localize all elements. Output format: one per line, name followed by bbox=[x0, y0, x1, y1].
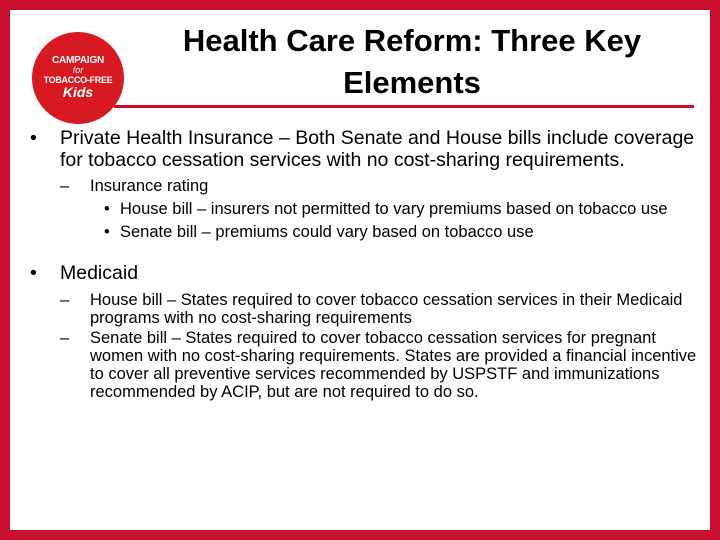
bullet-private-health-insurance bbox=[30, 128, 698, 171]
title-divider bbox=[114, 105, 694, 108]
sub-bullet-text: House bill – States required to cover tobacco cessation services in their Medicaid programs with no cost-sharing requirements bbox=[90, 290, 683, 327]
sub-bullet-senate-bill-medicaid bbox=[30, 329, 698, 401]
dash-marker: – bbox=[60, 177, 70, 195]
bullet-text: Medicaid bbox=[60, 262, 139, 284]
logo-line-2: for bbox=[72, 65, 84, 76]
sub-bullet-text: Senate bill – States required to cover tobacco cessation services for pregnant women with no cost-sharing requirements. States are provided a financial incentive to cover all preventive services recommended by USPSTF and immunizations recommended by ACIP, but are not required to do so. bbox=[90, 328, 697, 401]
bullet-marker: • bbox=[30, 262, 37, 284]
slide-title-line-1: Health Care Reform: Three Key bbox=[182, 23, 642, 58]
slide-body bbox=[30, 128, 698, 401]
bullet-marker: • bbox=[104, 200, 110, 218]
sub-sub-bullet-senate-bill-rating bbox=[30, 223, 698, 241]
sub-bullet-text: Insurance rating bbox=[90, 177, 209, 195]
sub-sub-bullet-text: Senate bill – premiums could vary based on tobacco use bbox=[120, 223, 534, 241]
bullet-marker: • bbox=[104, 223, 110, 241]
sub-sub-bullet-house-bill-rating bbox=[30, 200, 698, 218]
sub-bullet-house-bill-medicaid bbox=[30, 291, 698, 327]
sub-bullet-insurance-rating bbox=[30, 177, 698, 195]
sub-sub-bullet-text: House bill – insurers not permitted to vary premiums based on tobacco use bbox=[120, 200, 668, 218]
slide-title bbox=[138, 20, 686, 104]
slide-title-line-2: Elements bbox=[343, 65, 481, 100]
bullet-medicaid bbox=[30, 263, 698, 285]
bullet-text: Private Health Insurance – Both Senate and House bills include coverage for tobacco cessation services with no cost-sharing requirements. bbox=[60, 127, 695, 171]
campaign-for-tobacco-free-kids-logo bbox=[32, 32, 124, 124]
dash-marker: – bbox=[60, 328, 70, 347]
logo-line-3: TOBACCO-FREE bbox=[43, 74, 113, 85]
slide bbox=[10, 10, 710, 530]
dash-marker: – bbox=[60, 290, 70, 309]
bullet-marker: • bbox=[30, 127, 37, 149]
logo-line-1: CAMPAIGN bbox=[51, 54, 105, 66]
logo-line-4: Kids bbox=[62, 84, 94, 101]
